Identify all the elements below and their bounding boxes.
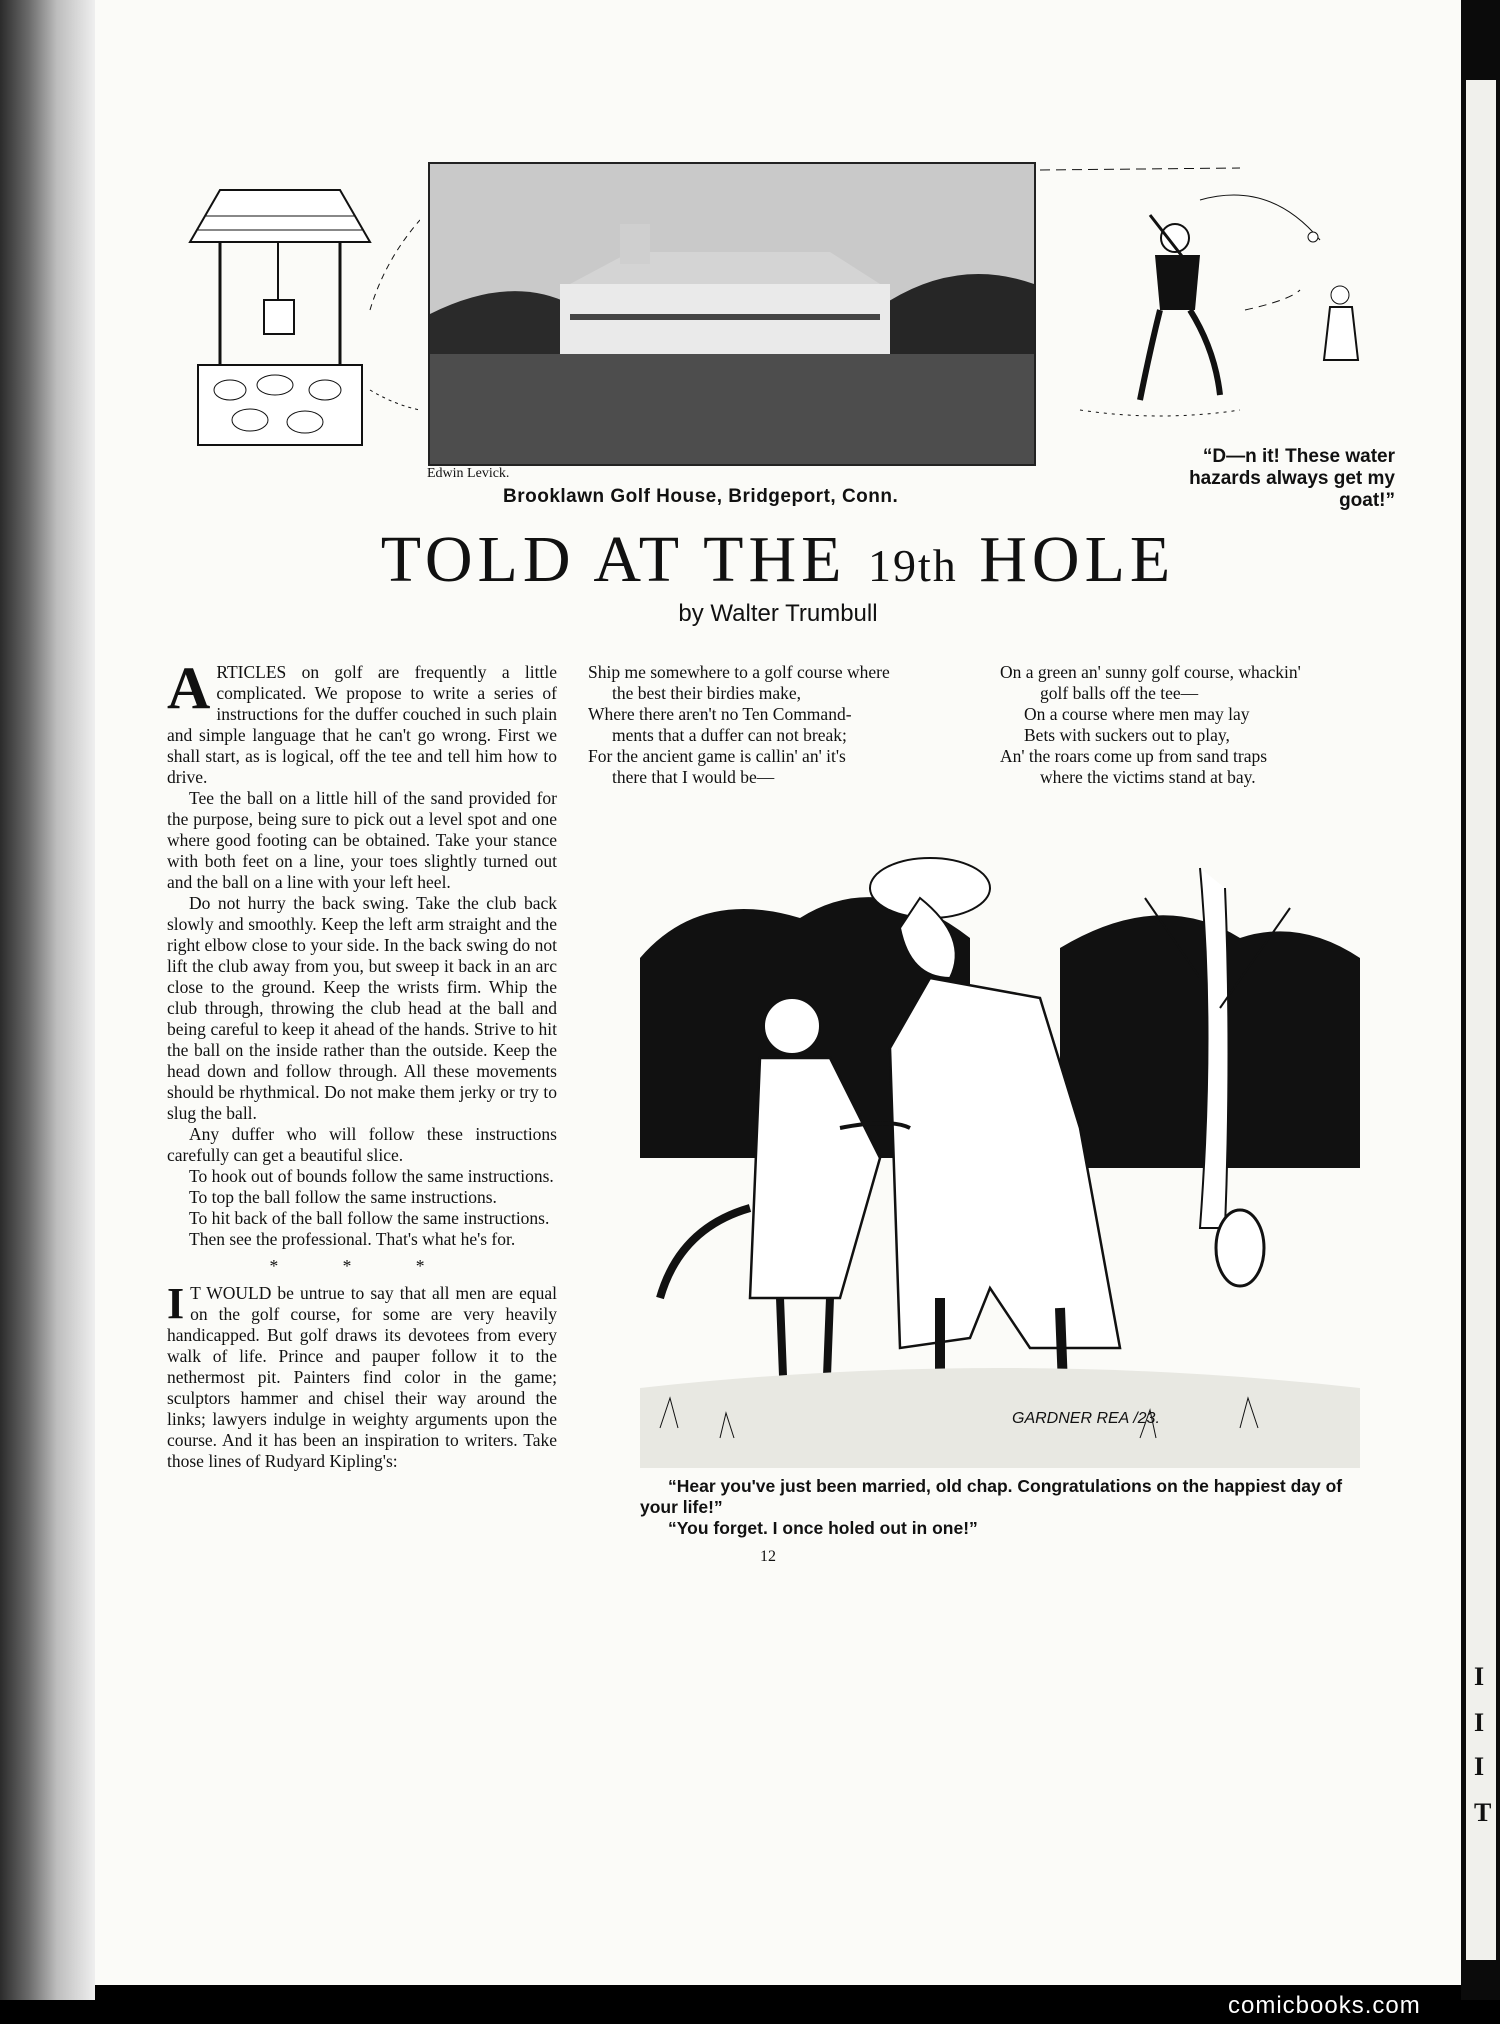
paragraph: RTICLES on golf are frequently a little complicated. We propose to write a series of instructions for the duffer couched in such plain and simple language that he can't go wrong. First we shall start, as is logical, off the tee and tell him how to drive.	[167, 662, 557, 787]
title-end: HOLE	[957, 523, 1176, 596]
verse-line: On a green an' sunny golf course, whackin'	[1000, 662, 1301, 682]
golf-house-photo	[428, 162, 1036, 466]
paragraph: Then see the professional. That's what he's for.	[189, 1229, 516, 1249]
verse-line: Where there aren't no Ten Command-	[588, 704, 852, 724]
section-divider: * * *	[269, 1256, 455, 1276]
golfer-cartoon	[1040, 160, 1420, 450]
title-hole-number: 19th	[867, 540, 958, 591]
next-page-letter: T	[1474, 1798, 1492, 1827]
verse-line: Bets with suckers out to play,	[1024, 725, 1230, 745]
paragraph: To top the ball follow the same instructions.	[189, 1187, 497, 1207]
caption-line: “Hear you've just been married, old chap. Congratulations on the happiest day of your life!”	[640, 1476, 1343, 1517]
verse-line: Ship me somewhere to a golf course where	[588, 662, 890, 682]
verse-line: On a course where men may lay	[1024, 704, 1250, 724]
next-page-letter: I	[1474, 1662, 1485, 1691]
paragraph: Tee the ball on a little hill of the sand provided for the purpose, being sure to pick out a level spot and one where good footing can be obtained. Take your stance with both feet on a line, your toes slightly turned out and the ball on a line with your left heel.	[167, 788, 557, 892]
article-title	[95, 522, 1461, 598]
drop-cap: I	[167, 1279, 185, 1328]
verse-line: For the ancient game is callin' an' it's	[588, 746, 846, 766]
article-column-1	[167, 655, 557, 1472]
book-binding-shadow	[0, 0, 95, 2000]
verse-line: ments that a duffer can not break;	[612, 725, 847, 745]
drop-cap: A	[167, 655, 211, 721]
verse-line: the best their birdies make,	[612, 683, 802, 703]
paragraph: Do not hurry the back swing. Take the club back slowly and smoothly. Keep the left arm straight and the right elbow close to your side. In the back swing do not lift the club away from you, but sweep it back in an arc close to the ground. Keep the wrists firm. Whip the club through, throwing the club head at the ball and being careful to keep it ahead of the hands. Strive to hit the ball on the inside rather than the outside. Keep the head down and follow through. All these movements should be rhythmical. Do not make them jerky or try to slug the ball.	[167, 893, 557, 1123]
cartoon-caption	[640, 1476, 1350, 1539]
paragraph: To hit back of the ball follow the same instructions.	[189, 1208, 550, 1228]
paragraph: T WOULD be untrue to say that all men are equal on the golf course, for some are very heavily handicapped. But golf draws its devotees from every walk of life. Prince and pauper follow it to the nethermost pit. Painters find color in the game; sculptors hammer and chisel their way around the links; lawyers indulge in weighty arguments upon the course. And it has been an inspiration to writers. Take those lines of Rudyard Kipling's:	[167, 1283, 557, 1471]
verse-line: there that I would be—	[612, 767, 775, 787]
byline: by Walter Trumbull	[678, 600, 878, 627]
kipling-verse-1	[588, 662, 988, 788]
verse-line: golf balls off the tee—	[1040, 683, 1199, 703]
photo-caption: Brooklawn Golf House, Bridgeport, Conn.	[503, 486, 899, 507]
verse-line: An' the roars come up from sand traps	[1000, 746, 1268, 766]
verse-line: where the victims stand at bay.	[1040, 767, 1256, 787]
artist-signature: GARDNER REA /23.	[1012, 1410, 1160, 1427]
title-main: TOLD AT THE	[380, 523, 868, 596]
wishing-well-illustration	[180, 180, 420, 460]
photo-credit: Edwin Levick.	[427, 466, 510, 481]
gardner-rea-cartoon	[640, 828, 1360, 1468]
next-page-letter: I	[1474, 1708, 1485, 1737]
paragraph: To hook out of bounds follow the same instructions.	[189, 1166, 554, 1186]
site-watermark: comicbooks.com	[1228, 1992, 1421, 2019]
kipling-verse-2	[1000, 662, 1400, 788]
paragraph: Any duffer who will follow these instructions carefully can get a beautiful slice.	[167, 1124, 557, 1165]
caption-line: “You forget. I once holed out in one!”	[668, 1518, 978, 1538]
golfer-caption: “D—n it! These water hazards always get my goat!”	[1189, 446, 1395, 511]
page-number: 12	[760, 1548, 776, 1565]
next-page-letter: I	[1474, 1752, 1485, 1781]
adjacent-page-edge	[1466, 80, 1496, 1960]
